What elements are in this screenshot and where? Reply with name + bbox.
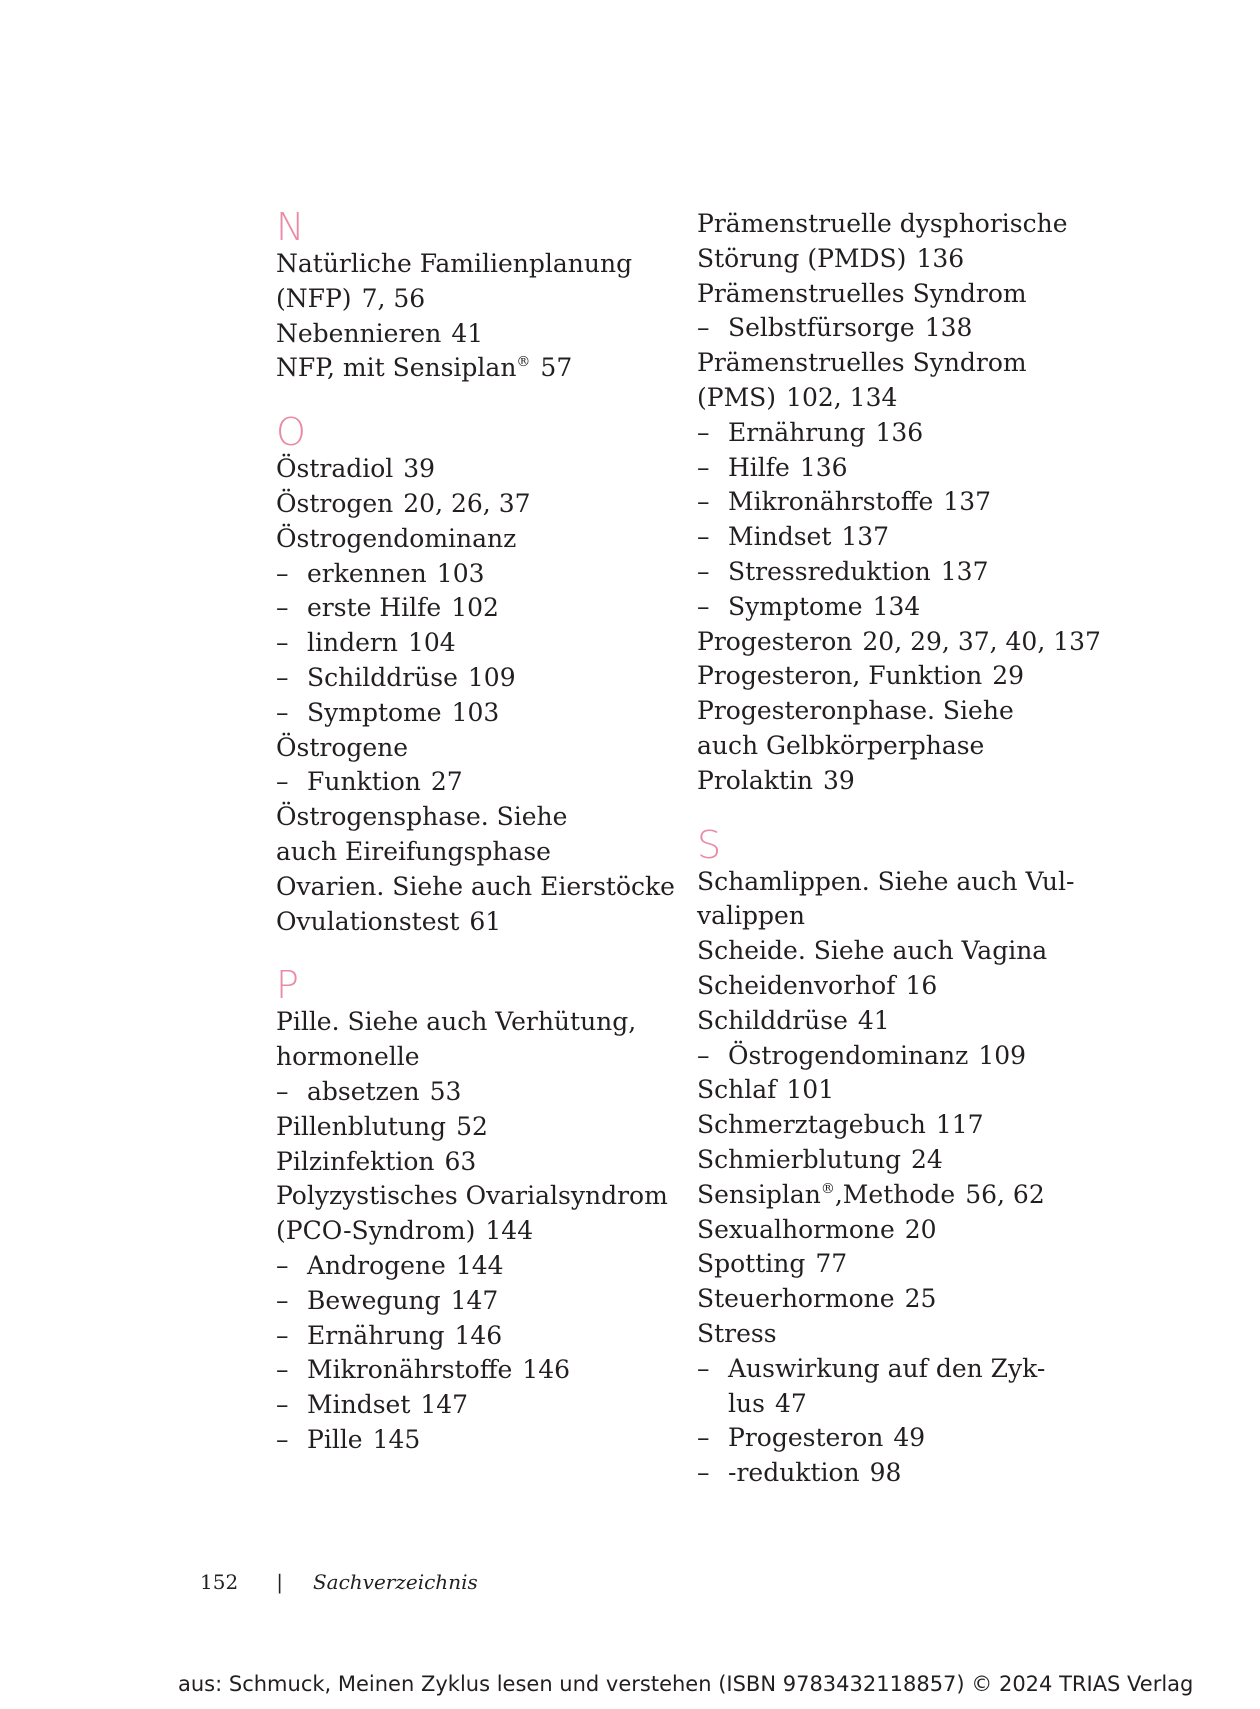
entry-pages: 47 [774,1388,807,1418]
entry-pages: 7, 56 [361,283,426,313]
index-subentry [276,1353,656,1388]
section-letter: P [276,963,299,1008]
index-column-left [276,205,675,1458]
index-subentry [697,590,1117,625]
index-entry [276,1110,656,1145]
index-subentry [697,520,1117,555]
entry-term: (PMS) [697,382,777,412]
index-subentry [697,416,1117,451]
entry-term: Prämenstruelles Syndrom [697,278,1027,308]
entry-term: Pillenblutung [276,1111,447,1141]
entry-pages: 98 [869,1458,902,1488]
entry-pages: 20 [904,1214,937,1244]
entry-pages: 103 [436,558,485,588]
index-entry [276,351,656,386]
index-section [276,410,675,939]
entry-pages: 20, 26, 37 [403,488,531,518]
entry-term: Symptome [307,697,442,727]
entry-term: Prolaktin [697,765,814,795]
index-section [276,207,656,386]
entry-term: Pilzinfektion [276,1146,435,1176]
registered-mark: ® [516,354,531,371]
entry-term: erste Hilfe [307,593,442,623]
entry-pages: 39 [823,765,855,795]
entry-term: Östrogensphase. Siehe [276,802,568,832]
index-subentry [276,557,656,592]
entry-term: Symptome [728,591,863,621]
index-entry [276,1040,656,1075]
entry-pages: 138 [924,313,973,343]
page-number: 152 [200,1570,239,1594]
section-letter: S [697,822,722,867]
index-entry [697,207,1117,242]
entry-pages: 41 [451,318,484,348]
entry-term: lindern [307,628,398,658]
entry-term: Spotting [697,1249,806,1279]
index-entry [697,729,1117,764]
entry-term: Scheide. Siehe auch Vagina [697,936,1048,966]
entry-term: Selbstfürsorge [728,313,915,343]
entry-pages: 16 [905,970,938,1000]
index-subentry [697,1456,1117,1491]
entry-term: Progesteron [697,626,853,656]
entry-pages: 52 [456,1111,488,1141]
index-entry [697,1213,1117,1248]
entry-term: Schmerztagebuch [697,1110,926,1140]
entry-term: Scheidenvorhof [697,970,896,1000]
index-entry [697,1247,1117,1282]
index-subentry [697,311,1117,346]
section-letter: O [276,410,306,455]
entry-term: Schmierblutung [697,1144,902,1174]
entry-pages: 144 [455,1250,504,1280]
entry-term: absetzen [307,1076,420,1106]
entry-term: Östrogendominanz [728,1040,969,1070]
index-entry [697,346,1117,381]
index-subentry [276,1075,656,1110]
entry-term: Mindset [728,522,832,552]
index-subentry [276,1284,656,1319]
index-entry [276,452,656,487]
entry-term: Auswirkung auf den Zyk- [728,1353,1046,1383]
index-column-right [697,207,1117,1491]
source-line: aus: Schmuck, Meinen Zyklus lesen und verstehen (ISBN 9783432118857) © 2024 TRIAS Verlag [178,1672,1194,1696]
index-entry [276,1179,668,1214]
index-entry [276,487,656,522]
index-subentry [276,1249,656,1284]
entry-term: lus [728,1388,765,1418]
entry-term: -reduktion [728,1458,860,1488]
entry-term: erkennen [307,558,427,588]
index-entry [697,694,1117,729]
index-entry [697,1108,1117,1143]
index-entry [697,625,1117,660]
entry-pages: 136 [799,452,848,482]
index-subentry [697,1387,1117,1422]
entry-term: Schilddrüse [697,1005,848,1035]
entry-term: Östrogene [276,732,409,762]
entry-pages: 53 [429,1076,462,1106]
index-entry [276,1214,656,1249]
index-section [276,963,668,1457]
entry-pages: 109 [978,1040,1027,1070]
index-entry [276,835,656,870]
entry-pages: 136 [916,243,965,273]
entry-term: (NFP) [276,283,352,313]
index-entry [697,242,1117,277]
entry-term: Schilddrüse [307,662,458,692]
entry-pages: 24 [911,1144,943,1174]
entry-term: Sexualhormone [697,1214,895,1244]
index-entry [276,317,656,352]
entry-pages: 137 [943,487,992,517]
entry-term: Östradiol [276,454,394,484]
index-subentry [276,1319,656,1354]
entry-pages: 25 [904,1284,937,1314]
entry-pages: 147 [420,1390,469,1420]
entry-term: auch Eireifungsphase [276,836,551,866]
entry-term: Ernährung [307,1320,445,1350]
entry-term: Steuerhormone [697,1284,895,1314]
entry-term: Mikronährstoffe [307,1355,513,1385]
entry-pages: 146 [454,1320,503,1350]
entry-pages: 41 [857,1005,890,1035]
entry-term: Östrogen [276,488,394,518]
index-subentry [697,485,1117,520]
entry-pages: 147 [450,1285,499,1315]
index-entry [697,1073,1117,1108]
entry-pages: 134 [872,591,921,621]
index-section [697,207,1117,799]
index-entry [697,277,1117,312]
entry-term: Ernährung [728,417,866,447]
entry-pages: 102, 134 [786,382,898,412]
index-entry [276,522,656,557]
index-entry [697,1143,1117,1178]
entry-term: hormonelle [276,1042,420,1072]
page-footer [200,1570,478,1594]
entry-term: Schamlippen. Siehe auch Vul- [697,866,1075,896]
index-subentry [276,696,656,731]
index-subentry [276,626,656,661]
entry-pages: 27 [430,767,463,797]
entry-pages: 101 [786,1075,835,1105]
entry-term: Androgene [307,1250,446,1280]
index-entry [276,731,656,766]
index-entry [697,381,1117,416]
index-entry [697,1317,1117,1352]
entry-term: Bewegung [307,1285,441,1315]
entry-term: auch Gelbkörperphase [697,730,985,760]
entry-pages: 61 [469,906,502,936]
index-subentry [697,555,1117,590]
index-entry [276,800,656,835]
index-subentry [697,1421,1117,1456]
entry-pages: 63 [444,1146,477,1176]
entry-pages: 49 [893,1423,926,1453]
entry-term: Sensiplan [697,1179,821,1209]
index-subentry [276,1388,656,1423]
index-entry [697,1004,1117,1039]
entry-pages: 117 [935,1110,984,1140]
registered-mark: ® [820,1180,835,1197]
entry-pages: 102 [451,593,499,623]
entry-pages: 39 [403,454,436,484]
index-subentry [276,765,656,800]
entry-pages: 146 [522,1355,571,1385]
index-entry [697,764,1117,799]
index-entry [276,1145,656,1180]
entry-term: Pille. Siehe auch Verhütung, [276,1007,637,1037]
index-entry [276,247,656,282]
entry-pages: 144 [485,1216,534,1246]
entry-pages: 136 [875,417,924,447]
entry-term: Nebennieren [276,318,442,348]
entry-pages: 57 [540,353,573,383]
entry-term: (PCO-Syndrom) [276,1216,476,1246]
entry-term: Ovarien. Siehe auch Eierstöcke [276,871,675,901]
entry-term: Progesteronphase. Siehe [697,696,1014,726]
index-subentry [697,451,1117,486]
index-entry [697,1282,1117,1317]
entry-term: Prämenstruelle dysphorische [697,209,1068,238]
entry-pages: 56, 62 [965,1179,1045,1209]
index-entry [697,659,1117,694]
index-entry [276,870,675,905]
index-entry [276,905,656,940]
section-letter: N [276,205,305,249]
entry-pages: 29 [992,661,1024,691]
entry-pages: 109 [467,662,516,692]
index-subentry [697,1039,1117,1074]
entry-pages: 137 [841,522,890,552]
entry-term: valippen [697,901,805,931]
entry-term-suffix: ,Methode [834,1179,956,1209]
index-entry [697,865,1117,900]
entry-term: Funktion [307,767,421,797]
index-subentry [276,661,656,696]
entry-pages: 20, 29, 37, 40, 137 [862,626,1101,656]
entry-term: Progesteron, Funktion [697,661,983,691]
index-entry [697,934,1117,969]
entry-pages: 77 [815,1249,848,1279]
entry-term: Mindset [307,1390,411,1420]
entry-term: Östrogendominanz [276,523,517,553]
entry-term: Natürliche Familienplanung [276,249,633,278]
index-entry [276,282,656,317]
index-subentry [697,1352,1117,1387]
entry-term: NFP, mit Sensiplan [276,353,517,383]
index-entry [276,1005,656,1040]
entry-term: Prämenstruelles Syndrom [697,348,1027,378]
entry-term: Störung (PMDS) [697,243,907,273]
entry-pages: 103 [451,697,500,727]
entry-pages: 145 [372,1424,421,1454]
entry-term: Ovulationstest [276,906,460,936]
entry-term: Hilfe [728,452,790,482]
index-section [697,822,1117,1491]
entry-term: Schlaf [697,1075,777,1105]
entry-term: Progesteron [728,1423,884,1453]
entry-term: Stressreduktion [728,556,931,586]
entry-pages: 137 [940,556,989,586]
entry-term: Pille [307,1424,363,1454]
index-subentry [276,591,656,626]
footer-separator: | [276,1570,283,1594]
index-entry [697,969,1117,1004]
index-entry [697,1178,1117,1213]
entry-pages: 104 [407,628,456,658]
entry-term: Stress [697,1318,777,1348]
section-title: Sachverzeichnis [312,1570,478,1594]
entry-term: Polyzystisches Ovarialsyndrom [276,1181,668,1211]
entry-term: Mikronährstoffe [728,487,934,517]
index-entry [697,899,1117,934]
index-subentry [276,1423,656,1458]
